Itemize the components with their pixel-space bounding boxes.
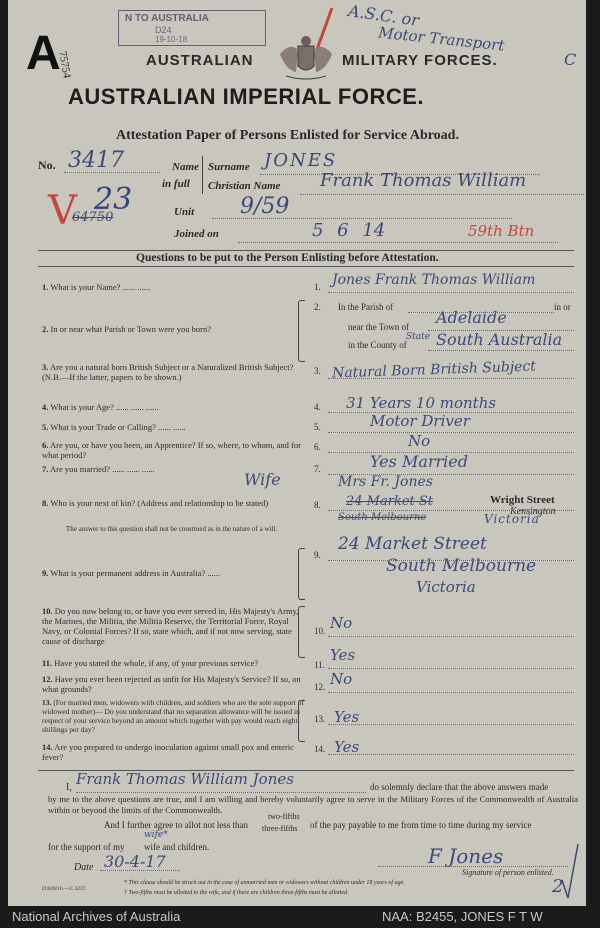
ans-num-2: 2. [314, 302, 321, 312]
parish-label: In the Parish of [338, 302, 394, 312]
stamp-line-2: D24 [155, 25, 172, 35]
answer-8-wife: Wife [244, 470, 281, 489]
county-label: in the County of [348, 340, 407, 350]
page-mark: 2 [552, 876, 564, 897]
form-letter: A [26, 27, 61, 80]
joined-value: 5 6 14 [312, 220, 386, 241]
form-code: D.849/16.—C.3237. [42, 886, 87, 892]
no-label: No. [38, 158, 56, 172]
declaration-line-2: by me to the above questions are true, and I am willing and hereby voluntarily agree to serve in the Military Forces of the Commonwealth of Australia within or beyond the limits of the Commonwealth. [48, 794, 578, 815]
ans-num-5: 5. [314, 422, 321, 432]
three-fifths: three-fifths [262, 824, 298, 833]
archive-footer-left: National Archives of Australia [12, 909, 181, 924]
signature: F Jones [428, 844, 504, 868]
attestation-paper [8, 0, 586, 906]
declaration-line-4b: wife and children. [144, 842, 210, 852]
two-fifths: two-fifths [268, 812, 300, 821]
county-value: South Australia [436, 330, 563, 349]
parish-in-or: in or [554, 302, 571, 312]
declaration-line-3a: And I further agree to allot not less than [104, 820, 248, 830]
number-23: 23 [94, 182, 133, 217]
question-6: 6. Are you, or have you been, an Apprentice? If so, where, to whom, and for what period? [42, 440, 301, 460]
question-8: 8. Who is your next of kin? (Address and relationship to be stated) [42, 498, 269, 508]
footnote-1: * This clause should be struck out in the case of unmarried men or widowers without children under 18 years of age. [124, 880, 405, 886]
question-5: 5. What is your Trade or Calling? ...... ...... [42, 422, 186, 432]
declaration-line-3b: of the pay payable to me from time to time during my service [310, 820, 532, 830]
ans-num-7: 7. [314, 464, 321, 474]
answer-10: No [330, 614, 353, 632]
answer-5: Motor Driver [370, 412, 470, 430]
banner-left: AUSTRALIAN [146, 52, 254, 69]
old-number: 64750 [72, 210, 114, 225]
ans-num-14: 14. [314, 744, 326, 754]
question-9: 9. What is your permanent address in Australia? ...... [42, 568, 221, 578]
wife-note: wife* [144, 830, 168, 840]
enlistment-number: 3417 [68, 148, 124, 173]
answer-8-name: Mrs Fr. Jones [338, 474, 433, 490]
top-note-2: Motor Transport [377, 23, 506, 55]
in-full-label: in full [162, 178, 190, 190]
footnote-2: † Two-fifths must be allotted to the wife, and if there are children three-fifths must be allotted. [124, 890, 349, 896]
answer-8-street-old: 24 Market St [346, 494, 434, 509]
question-11: 11. Have you stated the whole, if any, of your previous service? [42, 658, 259, 668]
battalion-note: 59th Btn [468, 222, 535, 240]
top-note-3: C [564, 50, 577, 69]
ans-num-4: 4. [314, 402, 321, 412]
date-value: 30-4-17 [104, 852, 166, 871]
joined-label: Joined on [174, 228, 219, 240]
question-12: 12. Have you ever been rejected as unfit for His Majesty's Service? If so, on what grounds? [42, 674, 301, 694]
answer-14: Yes [334, 738, 360, 756]
answer-8-suburb-new: Kensington [510, 506, 556, 517]
answer-9-line-2: South Melbourne [386, 556, 537, 576]
unit-label: Unit [174, 206, 195, 218]
ans-num-9: 9. [314, 550, 321, 560]
archive-footer-right: NAA: B2455, JONES F T W [382, 909, 543, 924]
declaration-signed-name: Frank Thomas William Jones [76, 770, 294, 788]
answer-6: No [408, 432, 431, 450]
date-label: Date [74, 862, 94, 873]
question-10: 10. Do you now belong to, or have you ever served in, His Majesty's Army, the Marines, the Militia, the Militia Reserve, the Territorial Force, Royal Navy, or Colonial Forces? If so, state which, and if not now serving, state cause of discharge [42, 606, 299, 646]
archive-footer [0, 906, 600, 928]
answer-4: 31 Years 10 months [346, 394, 497, 412]
page-title: AUSTRALIAN IMPERIAL FORCE. [68, 84, 425, 109]
state-note: State [406, 332, 431, 342]
section-title: Questions to be put to the Person Enlisting before Attestation. [136, 252, 439, 264]
ans-num-13: 13. [314, 714, 326, 724]
answer-11: Yes [330, 646, 356, 664]
answer-8-suburb-old: South Melbourne [338, 512, 427, 523]
ans-num-6: 6. [314, 442, 321, 452]
banner-right: MILITARY FORCES. [342, 52, 498, 69]
question-2: 2. In or near what Parish or Town were you born? [42, 324, 211, 334]
declaration-line-1: do solemnly declare that the above answers made [370, 782, 549, 792]
declaration-line-4a: for the support of my [48, 842, 125, 852]
signature-caption: Signature of person enlisted. [462, 868, 554, 877]
question-3: 3. Are you a natural born British Subject or a Naturalized British Subject? (N.B.—If the latter, papers to be shown.) [42, 362, 294, 382]
name-label: Name [172, 161, 199, 173]
question-7: 7. Are you married? ...... ...... ...... [42, 464, 155, 474]
answer-8-street-new: Wright Street [490, 494, 555, 506]
declaration-i: I, [66, 782, 72, 793]
answer-7: Yes Married [370, 452, 468, 471]
town-value: Adelaide [436, 308, 507, 327]
question-8-note: The answer to this question shall not be construed as in the nature of a will. [66, 525, 278, 533]
page-subtitle: Attestation Paper of Persons Enlisted for Service Abroad. [116, 128, 459, 143]
unit-value: 9/59 [240, 194, 290, 219]
stamp-line-3: 19-10-18 [155, 35, 188, 44]
question-4: 4. What is your Age? ...... ...... ...... [42, 402, 159, 412]
stamp-line-1: N TO AUSTRALIA [125, 13, 209, 24]
top-note-1: A.S.C. or [347, 1, 421, 30]
return-stamp [118, 10, 266, 46]
ans-num-10: 10. [314, 626, 326, 636]
serial-stamp: 75754 [56, 50, 73, 80]
christian-name-label: Christian Name [208, 180, 281, 192]
answer-8-state: Victoria [484, 512, 540, 526]
answer-3: Natural Born British Subject [331, 358, 537, 382]
ans-num-1: 1. [314, 282, 321, 292]
ans-num-3: 3. [314, 366, 321, 376]
question-1: 1. What is your Name? ...... ...... [42, 282, 151, 292]
question-13: 13. (For married men, widowers with children, and soldiers who are the sole support of widowed mother)— Do you understand that no separation allowance will be issued in respect of your service beyond an amount which together with pay would reach eight shillings per day? [42, 698, 304, 734]
answer-9-line-1: 24 Market Street [338, 534, 487, 554]
coat-of-arms-icon [276, 32, 336, 82]
ans-num-11: 11. [314, 660, 325, 670]
answer-12: No [330, 670, 353, 688]
answer-1: Jones Frank Thomas William [332, 272, 536, 288]
red-v-mark: V [48, 188, 77, 234]
answer-13: Yes [334, 708, 360, 726]
question-14: 14. Are you prepared to undergo inoculation against small pox and enteric fever? [42, 742, 294, 762]
near-town-label: near the Town of [348, 322, 409, 332]
answer-9-line-3: Victoria [416, 578, 476, 596]
surname-label: Surname [208, 161, 250, 173]
ans-num-8: 8. [314, 500, 321, 510]
margin-check-mark [558, 840, 582, 900]
christian-name-value: Frank Thomas William [320, 170, 527, 191]
surname-value: JONES [264, 150, 338, 171]
ans-num-12: 12. [314, 682, 326, 692]
